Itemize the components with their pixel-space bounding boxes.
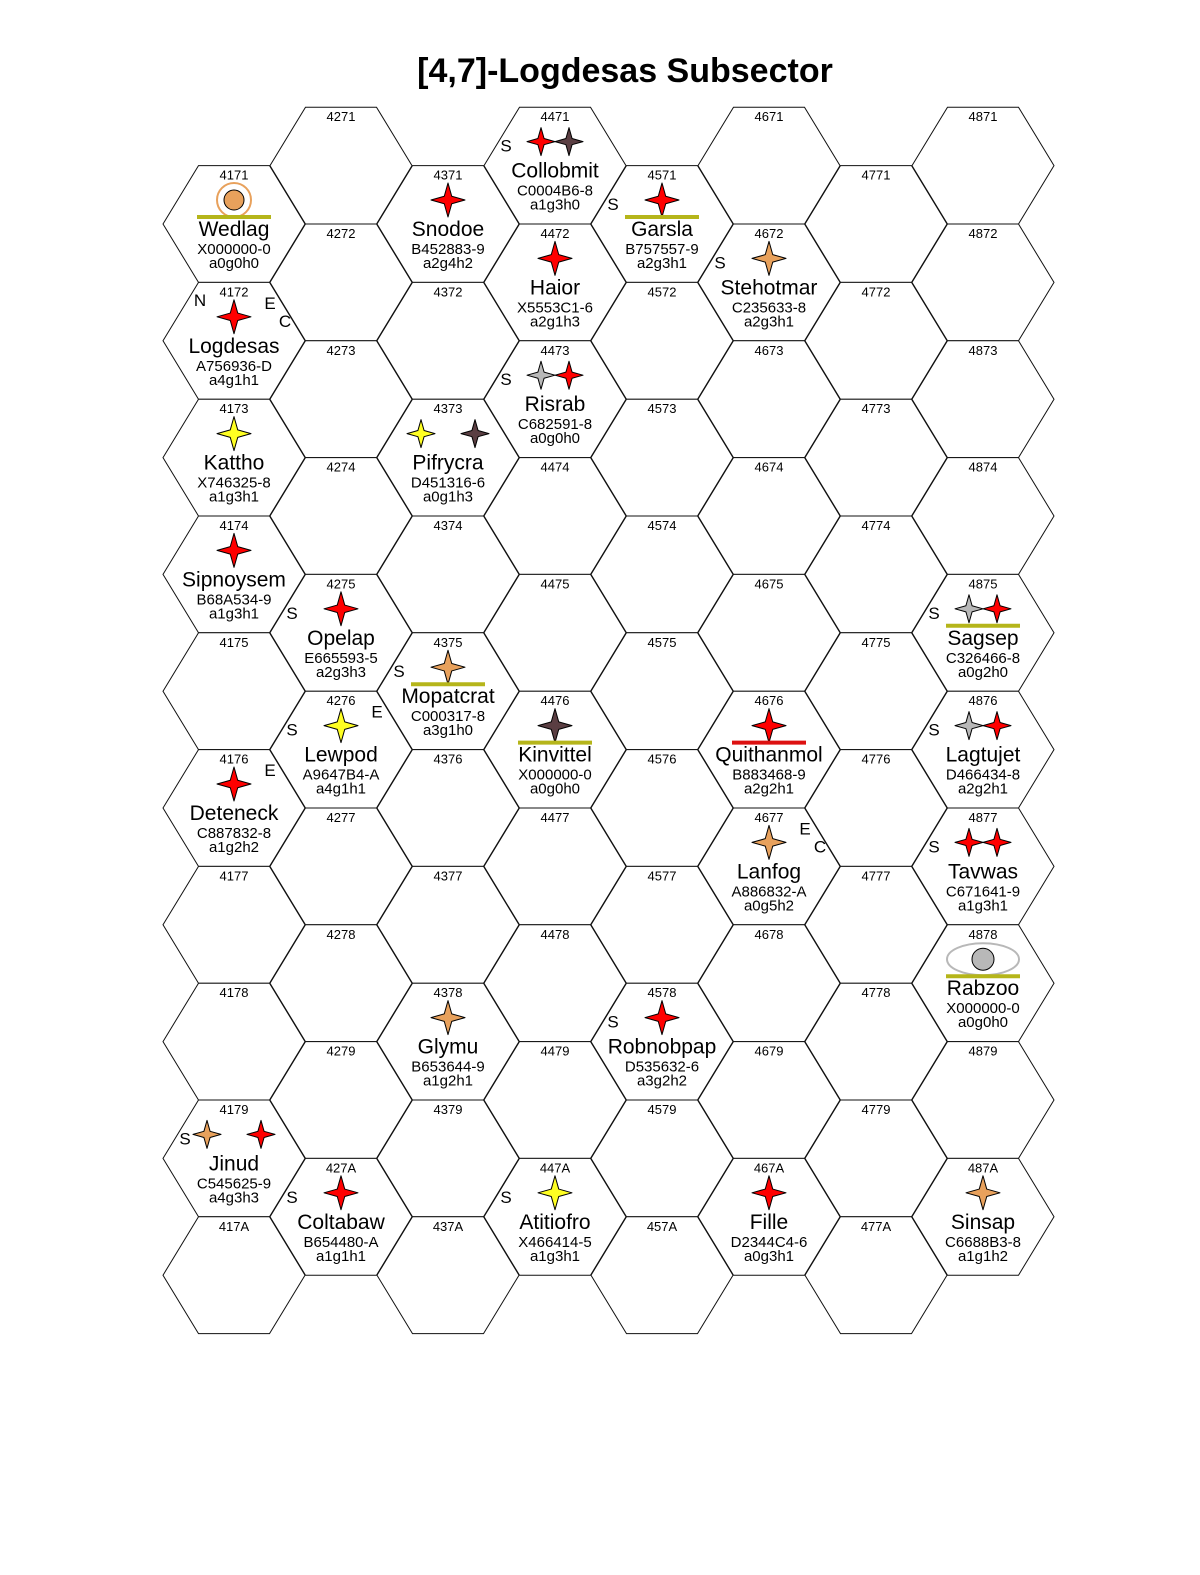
hex-number: 4776 [861, 751, 891, 767]
world-uwp: C0004B6-8 [517, 182, 593, 200]
world-name: Collobmit [511, 159, 599, 183]
hex-number: 4774 [861, 518, 891, 533]
world-name: Coltabaw [297, 1210, 385, 1234]
base-code-label: S [500, 1187, 512, 1207]
hex-number: 4378 [433, 985, 463, 1001]
world-uwp: B654480-A [303, 1233, 379, 1251]
hex-number: 4877 [968, 810, 998, 825]
world-stats: a1g3h1 [208, 488, 260, 506]
hex-number: 4777 [861, 868, 891, 884]
hex-number: 4376 [433, 751, 463, 767]
base-code-label: E [799, 819, 811, 839]
world-name: Risrab [524, 393, 586, 417]
world-name: Snodoe [411, 218, 485, 241]
world-uwp: C887832-8 [196, 825, 272, 842]
hex-number: 4273 [326, 342, 356, 358]
world-name: Lagtujet [945, 743, 1021, 767]
world-name: Sagsep [947, 626, 1019, 650]
hex-number: 487A [967, 1160, 999, 1176]
page-title: [4,7]-Logdesas Subsector [417, 52, 833, 90]
world-stats: a0g0h0 [208, 255, 260, 272]
world-stats: a1g3h1 [208, 605, 260, 623]
world-stats: a2g1h3 [529, 313, 581, 331]
world-uwp: D535632-6 [624, 1058, 700, 1076]
base-code-label: S [714, 253, 726, 273]
world-stats: a0g1h3 [422, 488, 474, 506]
world-name: Atitiofro [519, 1210, 591, 1234]
world-name: Sipnoysem [182, 568, 286, 592]
base-code-label: N [193, 290, 207, 310]
hex-number: 4579 [647, 1102, 677, 1117]
hex-number: 4575 [647, 634, 677, 650]
world-uwp: A756936-D [196, 357, 272, 375]
world-uwp: E665593-5 [304, 649, 378, 667]
base-code-label: S [286, 720, 298, 740]
world-name: Opelap [307, 626, 375, 650]
base-code-label: S [286, 603, 298, 623]
world-uwp: A886832-A [731, 883, 807, 901]
world-stats: a1g1h1 [315, 1247, 367, 1265]
world-uwp: C000317-8 [410, 708, 486, 726]
hex-number: 4478 [540, 926, 570, 942]
hex-number: 4171 [219, 167, 249, 183]
hex-number: 4172 [219, 284, 249, 300]
world-stats: a0g2h0 [957, 663, 1009, 681]
world-stats: a1g1h2 [957, 1247, 1009, 1265]
hex-number: 4377 [433, 868, 463, 884]
hex-number: 4173 [219, 401, 249, 417]
world-name: Haior [529, 276, 581, 300]
world-stats: a0g0h0 [529, 430, 581, 448]
hex-number: 4578 [647, 985, 677, 1001]
hex-number: 4379 [433, 1102, 463, 1117]
world-stats: a0g0h0 [957, 1014, 1009, 1032]
world-name: Sinsap [950, 1210, 1016, 1234]
hex-number: 4873 [968, 342, 998, 358]
world-name: Rabzoo [946, 977, 1020, 1001]
hex-number: 4676 [754, 693, 784, 709]
base-code-label: C [813, 837, 827, 857]
base-code-label: S [607, 195, 619, 214]
hex-number: 4872 [968, 226, 998, 241]
world-uwp: D2344C4-6 [730, 1233, 808, 1251]
world-stats: a3g2h2 [636, 1072, 688, 1090]
world-stats: a0g0h0 [529, 780, 581, 798]
base-code-label: S [286, 1187, 298, 1207]
world-uwp: D451316-6 [410, 474, 486, 492]
world-uwp: B883468-9 [732, 766, 806, 784]
base-code-label: S [393, 662, 405, 682]
hex-number: 4871 [968, 109, 998, 125]
hex-number: 4275 [326, 576, 356, 592]
hex-number: 4878 [968, 926, 998, 942]
hex-number: 4674 [754, 459, 784, 475]
hex-number: 4876 [968, 693, 998, 709]
hex-number: 4477 [540, 810, 570, 825]
hex-number: 4177 [219, 868, 249, 884]
hex-number: 4373 [433, 401, 463, 417]
world-stats: a4g1h1 [208, 371, 260, 389]
hex-number: 427A [325, 1160, 357, 1176]
base-code-label: E [264, 761, 276, 780]
hex-number: 4771 [861, 167, 891, 183]
hex-number: 4472 [540, 226, 570, 241]
hex-number: 4276 [326, 693, 356, 709]
hex-number: 4571 [647, 167, 677, 183]
hex-number: 4775 [861, 634, 891, 650]
hex-number: 4678 [754, 926, 784, 942]
world-uwp: D466434-8 [945, 766, 1021, 784]
world-stats: a1g3h1 [529, 1247, 581, 1265]
hex-number: 4675 [754, 576, 784, 592]
hex-number: 467A [753, 1160, 785, 1176]
world-name: Garsla [631, 218, 693, 241]
world-uwp: B68A534-9 [196, 591, 272, 609]
world-stats: a2g3h3 [315, 663, 367, 681]
planet-icon [224, 190, 244, 210]
hex-number: 4371 [433, 167, 463, 183]
hex-number: 4475 [540, 576, 570, 592]
world-name: Deteneck [189, 802, 279, 825]
hex-number: 437A [432, 1218, 464, 1234]
world-uwp: C545625-9 [196, 1175, 272, 1193]
world-name: Fille [749, 1210, 789, 1234]
base-code-label: E [371, 702, 383, 722]
world-uwp: B757557-9 [625, 241, 699, 258]
base-code-label: S [500, 136, 512, 156]
base-code-label: S [928, 603, 940, 623]
hex-number: 457A [646, 1218, 678, 1234]
world-name: Quithanmol [715, 743, 823, 767]
hex-number: 4174 [219, 518, 249, 533]
world-uwp: C6688B3-8 [945, 1233, 1021, 1251]
hex-number: 4671 [754, 109, 784, 125]
hex-number: 4577 [647, 868, 677, 884]
world-stats: a0g3h1 [743, 1247, 795, 1265]
hex-number: 4375 [433, 634, 463, 650]
world-uwp: X000000-0 [518, 766, 592, 784]
world-stats: a1g2h1 [422, 1072, 474, 1090]
hex-number: 4278 [326, 926, 356, 942]
base-code-label: S [928, 720, 940, 740]
hex-number: 4773 [861, 401, 891, 417]
hex-number: 4576 [647, 751, 677, 767]
planet-icon [972, 948, 994, 970]
world-stats: a4g3h3 [208, 1189, 260, 1207]
world-uwp: C671641-9 [945, 883, 1021, 901]
hex-number: 417A [218, 1218, 250, 1234]
hex-number: 4374 [433, 518, 463, 533]
hex-number: 4574 [647, 518, 677, 533]
hex-number: 4372 [433, 284, 463, 300]
hex-number: 4679 [754, 1043, 784, 1059]
hex-number: 4573 [647, 401, 677, 417]
hex-number: 4471 [540, 109, 570, 125]
hex-number: 4677 [754, 810, 784, 825]
world-uwp: X746325-8 [197, 474, 271, 492]
world-name: Logdesas [188, 334, 280, 358]
world-uwp: B653644-9 [411, 1058, 485, 1076]
world-stats: a2g4h2 [422, 255, 474, 272]
world-name: Pifrycra [412, 451, 484, 475]
hex-number: 4271 [326, 109, 356, 125]
world-name: Robnobpap [607, 1035, 717, 1059]
hex-number: 4875 [968, 576, 998, 592]
hex-number: 4672 [754, 226, 784, 241]
hex-number: 4175 [219, 634, 249, 650]
hex-number: 4772 [861, 284, 891, 300]
hex-number: 4473 [540, 342, 570, 358]
hex-number: 4277 [326, 810, 356, 825]
hex-number: 4178 [219, 985, 249, 1001]
hex-number: 4779 [861, 1102, 891, 1117]
world-stats: a2g2h1 [957, 780, 1009, 798]
hex-number: 4778 [861, 985, 891, 1001]
hex-number: 4479 [540, 1043, 570, 1059]
hex-number: 4874 [968, 459, 998, 475]
hex-number: 4274 [326, 459, 356, 475]
world-name: Jinud [208, 1152, 260, 1176]
hex-number: 4272 [326, 226, 356, 241]
base-code-label: E [264, 293, 276, 313]
world-name: Wedlag [198, 218, 270, 241]
world-stats: a1g3h0 [529, 196, 581, 214]
hex-number: 447A [539, 1160, 571, 1176]
world-uwp: A9647B4-A [302, 766, 380, 784]
world-name: Glymu [417, 1035, 479, 1059]
world-uwp: B452883-9 [411, 241, 485, 258]
base-code-label: S [179, 1129, 191, 1149]
world-name: Tavwas [947, 860, 1019, 884]
hex-number: 4179 [219, 1102, 249, 1117]
hex-number: 4572 [647, 284, 677, 300]
world-uwp: X466414-5 [518, 1233, 592, 1251]
world-name: Kattho [203, 451, 265, 475]
world-uwp: C235633-8 [731, 299, 807, 317]
world-uwp: C326466-8 [945, 649, 1021, 667]
base-code-label: C [278, 311, 292, 331]
world-stats: a2g3h1 [743, 313, 795, 331]
world-name: Lewpod [304, 743, 378, 767]
world-name: Kinvittel [518, 743, 592, 767]
hex-number: 477A [860, 1218, 892, 1234]
world-stats: a3g1h0 [422, 722, 474, 740]
world-uwp: X000000-0 [946, 1000, 1020, 1018]
world-name: Stehotmar [720, 276, 818, 300]
world-name: Mopatcrat [401, 685, 495, 709]
world-uwp: X5553C1-6 [517, 299, 593, 317]
base-code-label: S [928, 837, 940, 857]
hex-number: 4879 [968, 1043, 998, 1059]
world-stats: a2g2h1 [743, 780, 795, 798]
hex-number: 4474 [540, 459, 570, 475]
hex-number: 4176 [219, 751, 249, 767]
world-uwp: C682591-8 [517, 416, 593, 434]
hex-number: 4476 [540, 693, 570, 709]
hex-number: 4279 [326, 1043, 356, 1059]
world-stats: a1g3h1 [957, 897, 1009, 915]
base-code-label: S [500, 370, 512, 390]
world-stats: a0g5h2 [743, 897, 795, 915]
world-stats: a2g3h1 [636, 255, 688, 272]
hex-number: 4673 [754, 342, 784, 358]
world-uwp: X000000-0 [197, 241, 271, 258]
base-code-label: S [607, 1012, 619, 1032]
world-stats: a4g1h1 [315, 780, 367, 798]
world-name: Lanfog [736, 860, 802, 884]
world-stats: a1g2h2 [208, 839, 260, 856]
